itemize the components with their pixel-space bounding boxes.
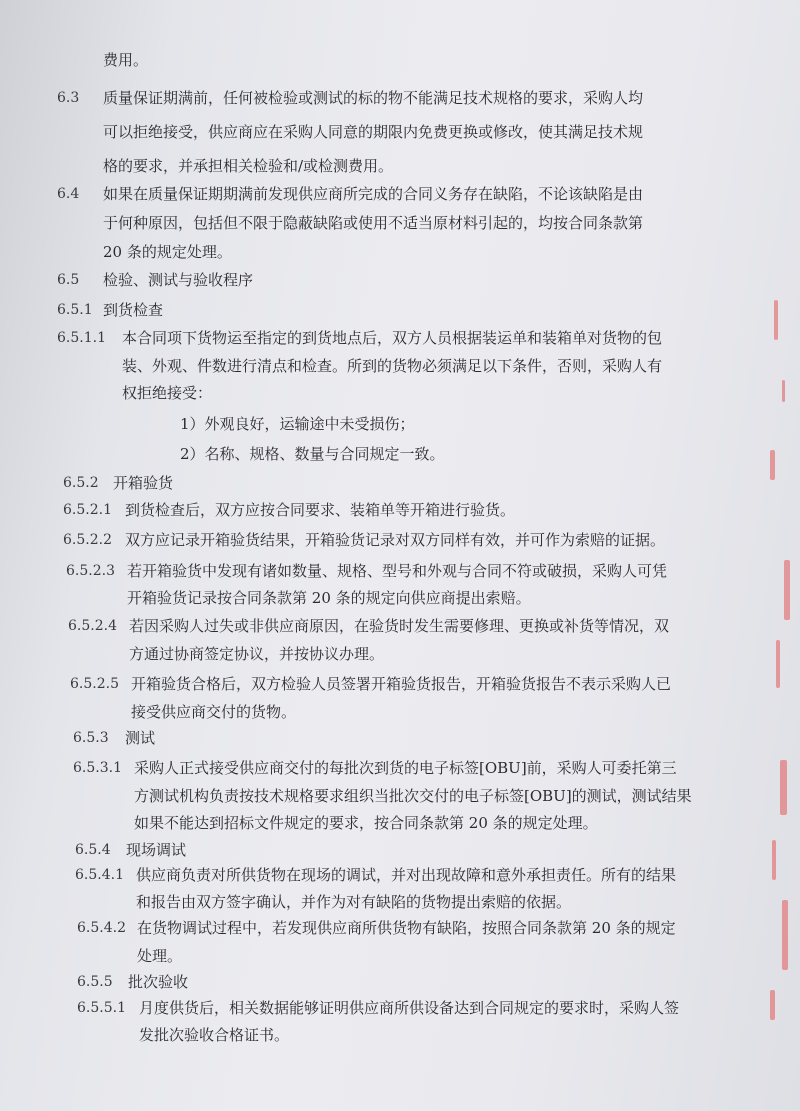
section-heading: 测试 — [125, 729, 156, 747]
text-line: 20 条的规定处理。 — [103, 243, 232, 261]
text-line: 如果不能达到招标文件规定的要求，按合同条款第 20 条的规定处理。 — [134, 814, 598, 832]
text-line: 本合同项下货物运至指定的到货地点后，双方人员根据装运单和装箱单对货物的包 — [122, 329, 663, 347]
text-line: 质量保证期满前，任何被检验或测试的标的物不能满足技术规格的要求，采购人均 — [103, 89, 644, 107]
text-line: 若因采购人过失或非供应商原因，在验货时发生需要修理、更换或补货等情况，双 — [129, 617, 670, 635]
clause-number: 6.5.4.1 — [75, 867, 124, 883]
section-heading: 批次验收 — [128, 973, 189, 991]
text-line: 采购人正式接受供应商交付的每批次到货的电子标签[OBU]前，采购人可委托第三 — [134, 759, 677, 777]
clause-number: 6.5 — [57, 272, 80, 288]
text-line: 可以拒绝接受，供应商应在采购人同意的期限内免费更换或修改，使其满足技术规 — [103, 123, 644, 141]
section-heading: 到货检查 — [103, 301, 164, 319]
text-line: 于何种原因，包括但不限于隐蔽缺陷或使用不适当原材料引起的，均按合同条款第 — [103, 214, 644, 232]
text-line: 如果在质量保证期期满前发现供应商所完成的合同义务存在缺陷，不论该缺陷是由 — [103, 185, 644, 203]
text-line: 费用。 — [103, 51, 149, 69]
clause-number: 6.5.3 — [73, 730, 109, 746]
text-line: 若开箱验货中发现有诸如数量、规格、型号和外观与合同不符或破损，采购人可凭 — [127, 562, 668, 580]
text-line: 发批次验收合格证书。 — [139, 1026, 290, 1044]
clause-number: 6.5.2.1 — [63, 502, 112, 518]
clause-number: 6.5.5.1 — [77, 1000, 126, 1016]
text-line: 开箱验货记录按合同条款第 20 条的规定向供应商提出索赔。 — [127, 589, 531, 607]
list-item: 2）名称、规格、数量与合同规定一致。 — [180, 445, 445, 463]
text-line: 开箱验货合格后，双方检验人员签署开箱验货报告，开箱验货报告不表示采购人已 — [131, 675, 672, 693]
text-line: 月度供货后，相关数据能够证明供应商所供设备达到合同规定的要求时，采购人签 — [139, 999, 680, 1017]
clause-number: 6.5.3.1 — [73, 760, 122, 776]
text-line: 权拒绝接受： — [122, 384, 213, 402]
text-line: 供应商负责对所供货物在现场的调试，并对出现故障和意外承担责任。所有的结果 — [136, 866, 677, 884]
text-line: 和报告由双方签字确认，并作为对有缺陷的货物提出索赔的依据。 — [136, 893, 572, 911]
clause-number: 6.5.2.5 — [70, 676, 119, 692]
text-line: 处理。 — [137, 947, 183, 965]
clause-number: 6.5.4 — [75, 842, 111, 858]
clause-number: 6.5.2.3 — [66, 563, 115, 579]
red-seal-stamp-fragment — [760, 0, 800, 1111]
text-line: 装、外观、件数进行清点和检查。所到的货物必须满足以下条件，否则，采购人有 — [122, 357, 663, 375]
text-line: 方通过协商签定协议，并按协议办理。 — [129, 645, 385, 663]
text-line: 双方应记录开箱验货结果，开箱验货记录对双方同样有效，并可作为索赔的证据。 — [125, 531, 666, 549]
text-line: 接受供应商交付的货物。 — [131, 703, 297, 721]
clause-number: 6.5.2 — [63, 475, 99, 491]
text-line: 格的要求，并承担相关检验和/或检测费用。 — [103, 157, 394, 175]
section-heading: 检验、测试与验收程序 — [103, 271, 254, 289]
text-line: 到货检查后，双方应按合同要求、装箱单等开箱进行验货。 — [125, 501, 516, 519]
clause-number: 6.5.4.2 — [77, 920, 126, 936]
clause-number: 6.4 — [57, 186, 80, 202]
text-line: 方测试机构负责按技术规格要求组织当批次交付的电子标签[OBU]的测试，测试结果 — [134, 787, 692, 805]
clause-number: 6.3 — [57, 90, 80, 106]
clause-number: 6.5.5 — [77, 974, 113, 990]
text-line: 在货物调试过程中，若发现供应商所供货物有缺陷，按照合同条款第 20 条的规定 — [137, 919, 676, 937]
clause-number: 6.5.2.4 — [68, 618, 117, 634]
section-heading: 现场调试 — [126, 841, 187, 859]
list-item: 1）外观良好，运输途中未受损伤； — [180, 415, 415, 433]
clause-number: 6.5.2.2 — [63, 532, 112, 548]
clause-number: 6.5.1 — [57, 302, 93, 318]
clause-number: 6.5.1.1 — [57, 330, 106, 346]
section-heading: 开箱验货 — [113, 474, 174, 492]
